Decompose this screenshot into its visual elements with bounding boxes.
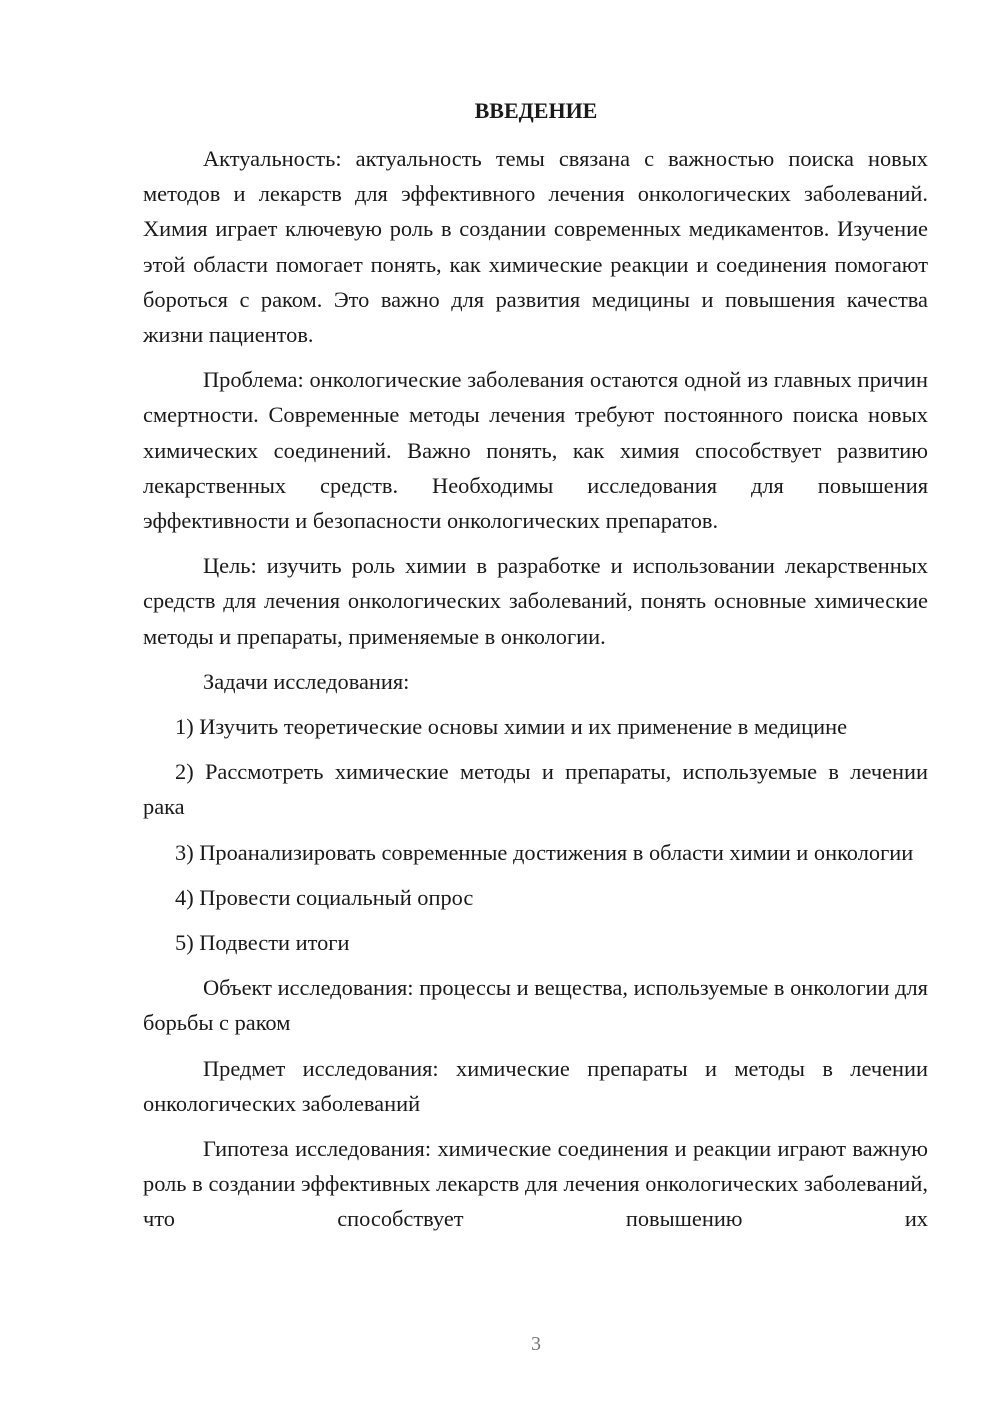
task-item: 4) Провести социальный опрос (175, 884, 474, 910)
paragraph-problem: Проблема: онкологические заболевания остаются одной из главных причин смертности. Современные методы лечения требуют постоянного поиска новых химических соединений. Важно понять, как химия способствует развитию лекарственных средств. Необходимы исследования для повышения эффективности и безопасности онкологических препаратов. (143, 367, 928, 534)
paragraph-relevance: Актуальность: актуальность темы связана с важностью поиска новых методов и лекарств для эффективного лечения онкологических заболеваний. Химия играет ключевую роль в создании современных медикаментов. Изучение этой области помогает понять, как химические реакции и соединения помогают бороться с раком. Это важно для развития медицины и повышения качества жизни пациентов. (143, 146, 928, 348)
body-text (143, 141, 928, 1247)
paragraph-object: Объект исследования: процессы и вещества, используемые в онкологии для борьбы с раком (143, 975, 928, 1036)
task-item: 1) Изучить теоретические основы химии и их применение в медицине (175, 714, 848, 740)
tasks-heading: Задачи исследования: (203, 668, 410, 694)
paragraph-subject: Предмет исследования: химические препараты и методы в лечении онкологических заболеваний (143, 1055, 928, 1116)
page-number: 3 (531, 1333, 541, 1355)
task-item: 5) Подвести итоги (175, 930, 350, 956)
paragraph-hypothesis: Гипотеза исследования: химические соединения и реакции играют важную роль в создании эффективных лекарств для лечения онкологических заболеваний, что способствует повышению их (143, 1136, 928, 1232)
page-title: ВВЕДЕНИЕ (474, 98, 598, 123)
task-item: 2) Рассмотреть химические методы и препараты, используемые в лечении рака (143, 759, 928, 820)
paragraph-goal: Цель: изучить роль химии в разработке и использовании лекарственных средств для лечения онкологических заболеваний, понять основные химические методы и препараты, применяемые в онкологии. (143, 553, 928, 649)
task-item: 3) Проанализировать современные достижения в области химии и онкологии (175, 839, 914, 865)
